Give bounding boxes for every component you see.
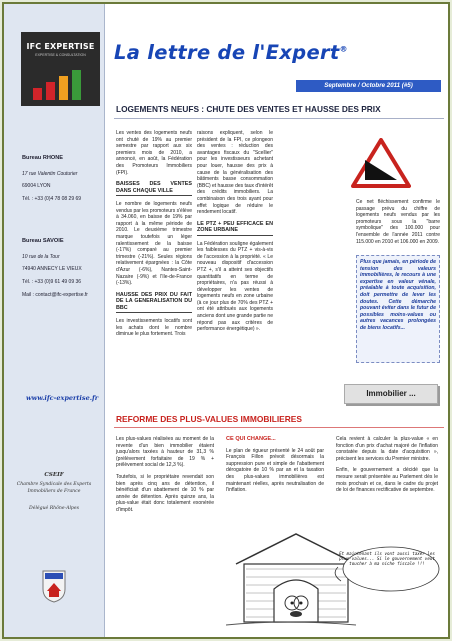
s1-col2-paragraph: La Fédération souligne également les faiblesses du PTZ + vis-à-vis de l'accession à la propriété. « Le nouveau dispositif d'accession PTZ +, s'il a atteint ses objectifs quantitatifs en terme de propriétaires, n'a pas réussi à développer les ventes de logements neufs en zone urbaine (à ce jour plus de 70% des PTZ + ont été attribués aux logements anciens dont une grande partie ne répond pas aux critères de performance énergétique) ». (197, 240, 273, 333)
section1-col3 (356, 199, 440, 250)
office-rhone (22, 155, 102, 203)
section1-col2 (197, 130, 273, 338)
office-savoie-address: 10 rue de la Tour (22, 253, 60, 260)
cseif-crest-icon (41, 569, 67, 603)
section1-heading: LOGEMENTS NEUFS : CHUTE DES VENTES ET HAUSSE DES PRIX (116, 104, 381, 114)
immobilier-button[interactable]: Immobilier ... (344, 384, 438, 404)
warning-slope-sign-icon (351, 138, 411, 188)
expert-advice-box: Plus que jamais, en période de tension des valeurs immobilières, le recours à une expertise en valeur vénale, préalable à toute acquisition, doit permettre de lever les doutes. Cette démarche pouvant éviter dans le futur de possibles moins-values ou autres vacances prolongées de biens locatifs... (356, 255, 440, 363)
logo-bars-graphic (33, 64, 89, 100)
s2-col2-paragraph: Le plan de rigueur présenté le 24 août par François Fillon prévoit désormais la suppression pure et simple de l'abattement dérogatoire de 10 % par an et la taxation des plus-values immobilières est maintenant réelles, après neutralisation de l'inflation. (226, 447, 324, 494)
s2-col3-paragraph: Enfin, le gouvernement a décidé que la mesure serait présentée au Parlement dès le mois prochain et ce, dans le cadre du projet de loi de finances rectificative de septembre. (336, 467, 438, 494)
section1-col1 (116, 130, 192, 343)
section1-rule (114, 118, 444, 119)
cseif-line2: Immobiliers de France (27, 489, 81, 494)
s2-col1-paragraph: Toutefois, si le propriétaire revendait son bien après cinq ans de détention, il bénéficiait d'un abattement de 10 % par année de détention. Après quinze ans, la plus-value était donc totalement exonérée d'impôt. (116, 473, 214, 513)
s1-col1-paragraph: Les investissements locatifs sont les achats dont le nombre diminue le plus fortement. Trois (116, 317, 192, 338)
office-savoie-title: Bureau SAVOIE (22, 238, 64, 244)
company-logo (21, 32, 100, 106)
logo-name: IFC EXPERTISE (26, 42, 95, 51)
sidebar (4, 4, 105, 637)
office-savoie-city: 74940 ANNECY LE VIEUX (22, 266, 82, 273)
s1-col1-paragraph: Le nombre de logements neufs vendus par les promoteurs s'élève à 34.060, en baisse de 19% par rapport à la même période de 2010. Le deuxième trimestre marque toutefois un léger ralentissement de la baisse (-17%) comparé au premier trimestre (-21%). Seules régions relativement épargnées : la Côte d'Azur (-6%), Nantes-Saint-Nazaire (-9%) et l'Ile-de-France (-13%). (116, 200, 192, 287)
office-rhone-address: 17 rue Valentin Couturier (22, 170, 78, 177)
s2-col1-paragraph: Les plus-values réalisées au moment de la revente d'un bien immobilier étaient jusqu'alors taxées à hauteur de 31,3 % (prélèvement forfaitaire de 19 % + prélèvement social de 12,3 %). (116, 436, 214, 469)
s1-col3-paragraph: Ce net fléchissement confirme le passage prévu du chiffre de logements neufs vendus par les promoteurs sous la "barre symbolique" des 100.000 pour l'ensemble de l'année 2011 contre 115.000 en 2010 et 106.000 en 2009. (356, 199, 440, 245)
registered-mark: ® (339, 44, 348, 54)
s1-col1-paragraph: Les ventes des logements neufs ont chuté de 19% au premier semestre par rapport aux six premiers mois de 2010, a annoncé, en août, la Fédération des Promoteurs Immobiliers (FPI). (116, 130, 192, 176)
logo-tagline: EXPERTISE & CONSULTATION (35, 53, 86, 57)
office-rhone-city: 69004 LYON (22, 183, 51, 190)
section2-col2 (226, 436, 324, 499)
s1-subheading-prix: HAUSSE DES PRIX DU FAIT DE LA GENERALISATION DU BBC (116, 292, 192, 313)
what-changes-title: CE QUI CHANGE... (226, 436, 276, 442)
section2-heading: REFORME DES PLUS-VALUES IMMOBILIERES (116, 414, 302, 424)
office-savoie-mail[interactable]: Mail : contact@ifc-expertise.fr (22, 291, 88, 298)
dog-kennel-cartoon (226, 519, 441, 631)
s1-col2-paragraph: raisons expliquent, selon le président de la FPI, ce plongeon des ventes : réduction des avantages fiscaux du "Scellier" pour les investisseurs achetant pour louer, hausse des prix à cause de la généralisation des bâtiments basse consommation (BBC) et hausse des taux d'intérêt des crédits immobiliers. La combinaison des trois ayant pour effet logique de réduire le rendement locatif. (197, 130, 273, 216)
s1-subheading-ventes: BAISSES DES VENTES DANS CHAQUE VILLE (116, 181, 192, 196)
newsletter-title (114, 41, 348, 64)
website-link[interactable]: www.ifc-expertise.fr (26, 394, 99, 402)
section2-rule (114, 427, 444, 428)
s2-col3-paragraph: Cela revient à calculer la plus-value « en fonction d'un prix d'achat majoré de l'inflation constatée depuis la date d'acquisition », précisent les services du Premier ministre. (336, 436, 438, 462)
section2-col3 (336, 436, 438, 499)
cseif-acronym: CSEIF (44, 472, 64, 478)
office-rhone-title: Bureau RHONE (22, 155, 64, 161)
issue-date-bar: Septembre / Octobre 2011 (#5) (296, 80, 441, 92)
cseif-line1: Chambre Syndicale des Experts (16, 482, 92, 487)
s1-subheading-ptz: LE PTZ + PEU EFFICACE EN ZONE URBAINE (197, 221, 273, 236)
cartoon-speech-bubble: Et maintenant ils vont aussi taxer les plus-values... Si le gouvernement veut toucher à ma niche fiscale !!! (339, 551, 435, 567)
section2-col1 (116, 436, 214, 519)
cseif-delegate: Délégué Rhône-Alpes (29, 506, 79, 511)
office-rhone-tel: Tél. : +33 (0)4 78 08 29 69 (22, 196, 82, 203)
office-savoie-tel: Tél. : +33 (0)9 61 49 09 36 (22, 279, 82, 286)
title-text: La lettre de l'Expert (114, 41, 340, 64)
office-savoie (22, 238, 102, 299)
newsletter-page (2, 2, 450, 639)
